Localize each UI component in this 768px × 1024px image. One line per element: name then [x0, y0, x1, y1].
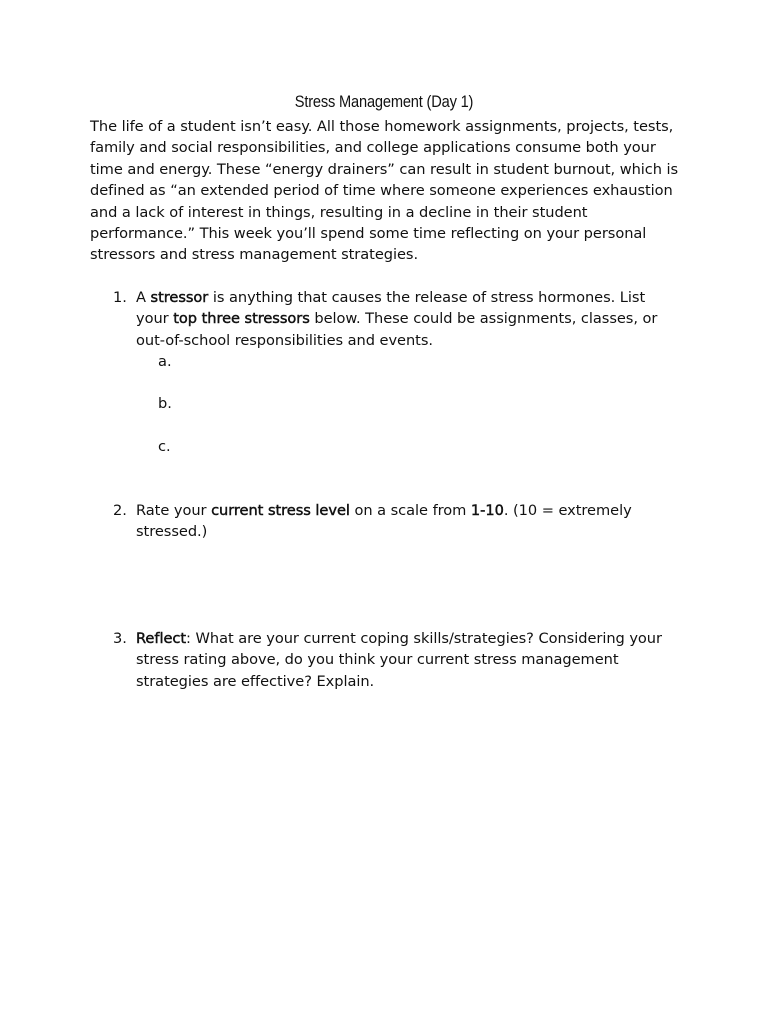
question-number: 1.	[113, 289, 127, 306]
question-text	[136, 628, 681, 692]
emphasis-text: 1-10	[470, 502, 504, 519]
emphasis-text: Reflect	[136, 630, 187, 647]
question-text-run: : What are your current coping skills/strategies? Considering your stress rating above, do you think your current stress management strategies are effective? Explain.	[136, 630, 662, 690]
question-text-run: on a scale from	[349, 502, 471, 519]
emphasis-text: stressor	[150, 289, 209, 306]
list-item-a: a.	[158, 353, 172, 370]
document-title: Stress Management (Day 1)	[294, 92, 474, 111]
question-1	[113, 287, 693, 351]
question-number: 2.	[113, 502, 127, 519]
question-text	[136, 287, 661, 351]
question-text-run: is anything that causes the release of stress hormones. List your	[136, 289, 646, 328]
question-text-run: A	[136, 289, 151, 306]
list-item-c: c.	[158, 438, 171, 455]
intro-paragraph: The life of a student isn’t easy. All those homework assignments, projects, tests, family and social responsibilities, and college applications consume both your time and energy. These “energy drainers” can result in student burnout, which is defined as “an extended period of time where someone experiences exhaustion and a lack of interest in things, resulting in a decline in their student performance.” This week you’ll spend some time reflecting on your personal stressors and stress management strategies.	[90, 118, 679, 264]
list-item-b: b.	[158, 395, 172, 412]
emphasis-text: current stress level	[211, 502, 350, 519]
question-3	[113, 628, 693, 692]
question-text-run: below. These could be assignments, classes, or out-of-school responsibilities and events.	[136, 310, 658, 349]
question-number: 3.	[113, 630, 127, 647]
question-text	[136, 500, 636, 543]
question-text-run: . (10 = extremely stressed.)	[136, 502, 632, 541]
question-2	[113, 500, 693, 543]
emphasis-text: top three stressors	[173, 310, 310, 328]
question-text-run: Rate your	[136, 502, 212, 519]
